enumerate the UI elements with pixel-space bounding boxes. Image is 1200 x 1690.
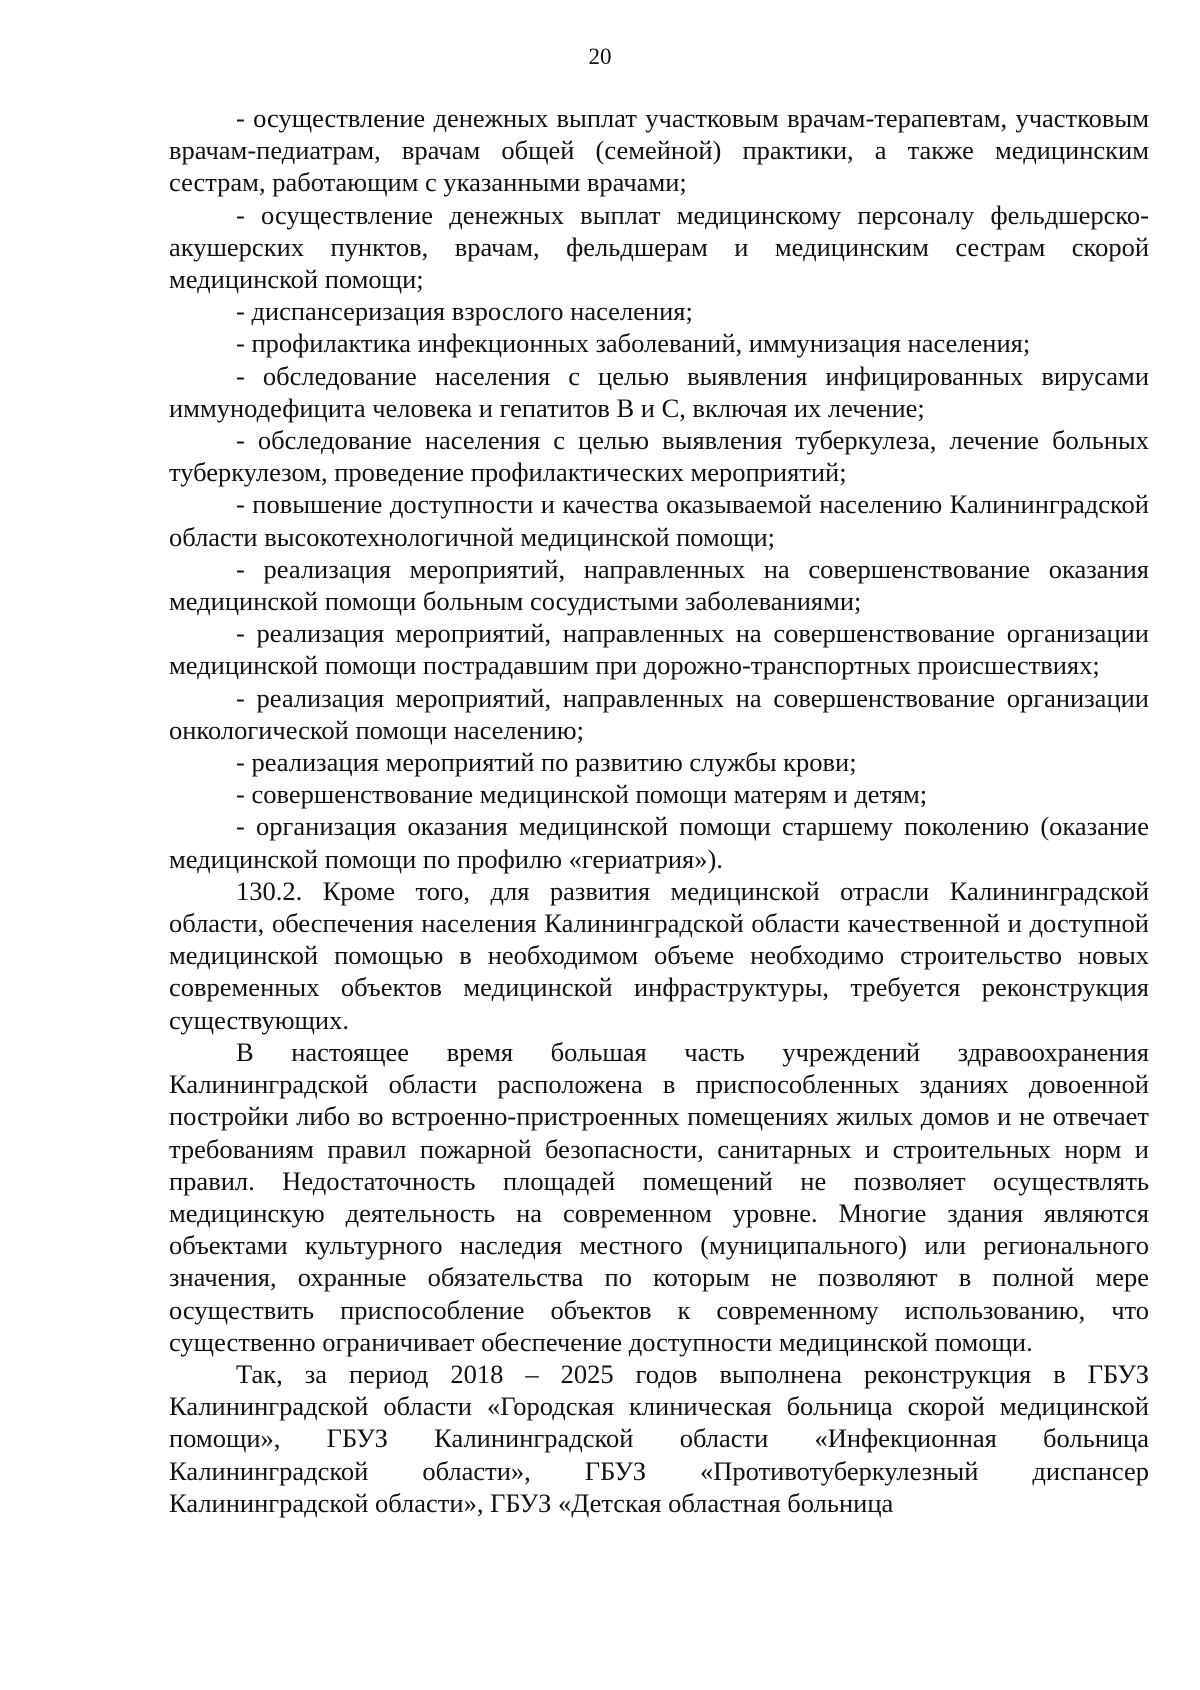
document-body — [169, 102, 1149, 1519]
section-paragraph: 130.2. Кроме того, для развития медицинской отрасли Калининградской области, обеспечения населения Калининградской области качественной и доступной медицинской помощью в необходимом объеме необходимо строительство новых современных объектов медицинской инфраструктуры, требуется реконструкция существующих. — [169, 875, 1149, 1035]
list-item: - обследование населения с целью выявления туберкулеза, лечение больных туберкулезом, проведение профилактических мероприятий; — [169, 425, 1149, 488]
list-item: - реализация мероприятий по развитию службы крови; — [236, 747, 857, 778]
body-paragraph: Так, за период 2018 – 2025 годов выполнена реконструкция в ГБУЗ Калининградской области «Городская клиническая больница скорой медицинской помощи», ГБУЗ Калининградской области «Инфекционная больница Калининградской области», ГБУЗ «Противотуберкулезный диспансер Калининградской области», ГБУЗ «Детская областная больница — [169, 1358, 1149, 1518]
list-item: - реализация мероприятий, направленных на совершенствование организации онкологической помощи населению; — [169, 682, 1149, 745]
list-item: - организация оказания медицинской помощи старшему поколению (оказание медицинской помощи по профилю «гериатрия»). — [169, 811, 1149, 874]
list-item: - повышение доступности и качества оказываемой населению Калининградской области высокотехнологичной медицинской помощи; — [169, 489, 1149, 552]
page-number: 20 — [588, 44, 612, 69]
list-item: - профилактика инфекционных заболеваний, иммунизация населения; — [236, 328, 1031, 359]
list-item: - осуществление денежных выплат участковым врачам-терапевтам, участковым врачам-педиатрам, врачам общей (семейной) практики, а также медицинским сестрам, работающим с указанными врачами; — [169, 103, 1149, 198]
list-item: - реализация мероприятий, направленных на совершенствование оказания медицинской помощи больным сосудистыми заболеваниями; — [169, 553, 1149, 617]
list-item: - обследование населения с целью выявления инфицированных вирусами иммунодефицита человека и гепатитов В и С, включая их лечение; — [169, 360, 1149, 423]
list-item: - совершенствование медицинской помощи матерям и детям; — [236, 779, 928, 810]
list-item: - реализация мероприятий, направленных на совершенствование организации медицинской помощи пострадавшим при дорожно-транспортных происшествиях; — [169, 618, 1149, 681]
list-item: - осуществление денежных выплат медицинскому персоналу фельдшерско-акушерских пунктов, врачам, фельдшерам и медицинским сестрам скорой медицинской помощи; — [169, 199, 1149, 295]
list-item: - диспансеризация взрослого населения; — [236, 296, 693, 327]
body-paragraph: В настоящее время большая часть учреждений здравоохранения Калининградской области расположена в приспособленных зданиях довоенной постройки либо во встроенно-пристроенных помещениях жилых домов и не отвечает требованиям правил пожарной безопасности, санитарных и строительных норм и правил. Недостаточность площадей помещений не позволяет осуществлять медицинскую деятельность на современном уровне. Многие здания являются объектами культурного наследия местного (муниципального) или регионального значения, охранные обязательства по которым не позволяют в полной мере осуществить приспособление объектов к современному использованию, что существенно ограничивает обеспечение доступности медицинской помощи. — [169, 1036, 1149, 1357]
